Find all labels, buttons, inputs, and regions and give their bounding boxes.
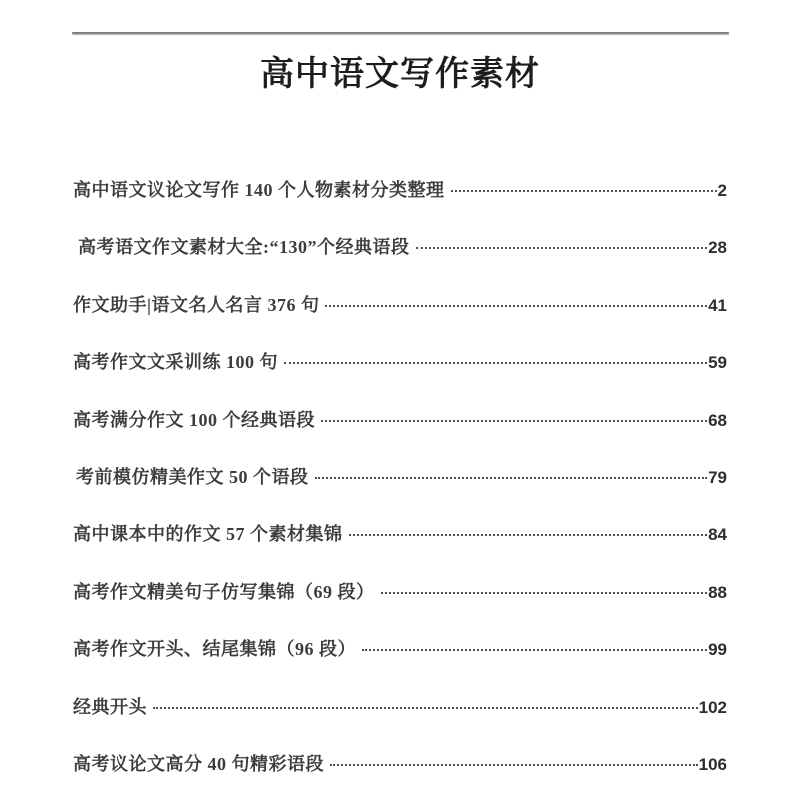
toc-entry-label: 考前模仿精美作文 50 个语段 (76, 466, 309, 487)
toc-entry-page: 106 (698, 754, 727, 774)
toc-entry-label: 作文助手|语文名人名言 376 句 (73, 294, 320, 315)
dot-leader (325, 305, 707, 307)
toc-entry-page: 28 (708, 238, 727, 258)
toc-entry-page: 84 (708, 525, 727, 545)
toc-entry[interactable] (73, 520, 727, 545)
toc-entry[interactable] (73, 291, 727, 315)
toc-entry-label: 高考议论文高分 40 句精彩语段 (73, 753, 324, 774)
dot-leader (349, 534, 708, 536)
dot-leader (315, 477, 708, 479)
toc-entry-label: 高考作文文采训练 100 句 (73, 352, 278, 373)
toc-entry[interactable] (73, 578, 727, 602)
dot-leader (321, 420, 707, 422)
toc-entry-page: 41 (708, 295, 727, 315)
document-title: 高中语文写作素材 (260, 56, 540, 93)
dot-leader (451, 190, 717, 192)
toc-entry-page: 68 (708, 410, 727, 430)
toc-entry-page: 59 (708, 353, 727, 373)
toc-entry-label: 经典开头 (73, 696, 147, 717)
toc-entry-label: 高考作文精美句子仿写集锦（69 段） (73, 581, 375, 602)
toc-entry-label: 高考满分作文 100 个经典语段 (73, 409, 315, 430)
toc-entry-page: 79 (708, 467, 727, 487)
table-of-contents (73, 176, 727, 807)
dot-leader (153, 707, 698, 709)
dot-leader (362, 649, 707, 651)
dot-leader (330, 764, 698, 766)
toc-entry[interactable] (73, 348, 727, 373)
toc-entry-label: 高考语文作文素材大全:“130”个经典语段 (78, 237, 410, 258)
dot-leader (381, 592, 708, 594)
toc-entry[interactable] (73, 233, 727, 258)
toc-entry[interactable] (73, 406, 727, 430)
toc-entry[interactable] (73, 463, 727, 487)
dot-leader (284, 362, 707, 364)
dot-leader (416, 247, 708, 249)
toc-entry-label: 高中语文议论文写作 140 个人物素材分类整理 (73, 180, 445, 200)
toc-entry-page: 88 (708, 582, 727, 602)
toc-entry-page: 99 (708, 640, 727, 660)
toc-entry[interactable] (73, 635, 727, 660)
toc-entry-label: 高考作文开头、结尾集锦（96 段） (73, 639, 356, 660)
toc-entry[interactable] (73, 750, 727, 774)
toc-entry[interactable] (73, 176, 727, 200)
toc-entry-label: 高中课本中的作文 57 个素材集锦 (73, 524, 343, 545)
toc-entry-page: 2 (717, 181, 727, 200)
toc-entry-page: 102 (698, 697, 727, 717)
header-rule (72, 32, 729, 35)
toc-entry[interactable] (73, 693, 727, 717)
